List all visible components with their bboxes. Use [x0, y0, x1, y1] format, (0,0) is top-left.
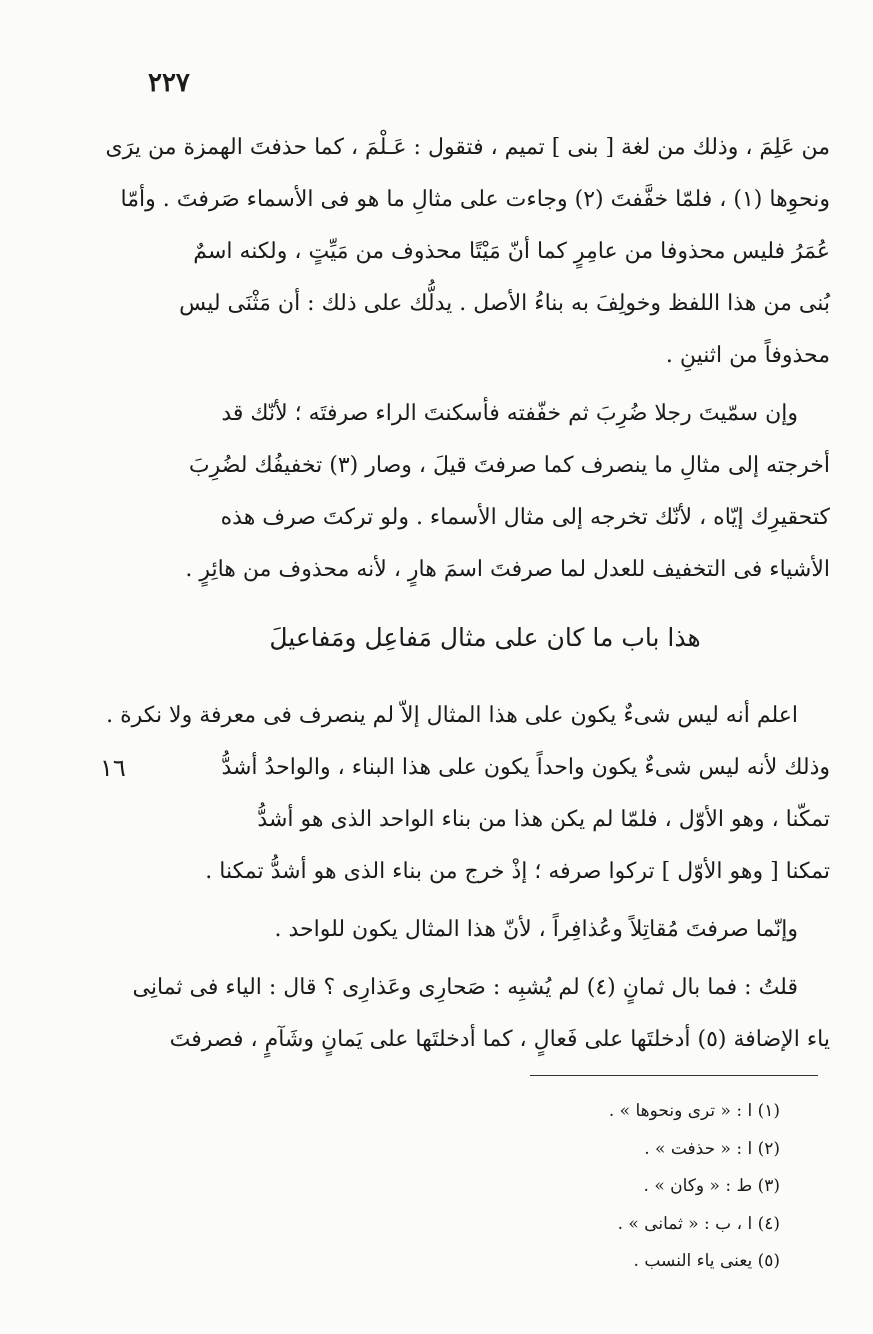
- footnotes: [470, 1093, 780, 1281]
- text-line: قلتُ : فما بال ثمانٍ (٤) لم يُشبِه : صَحارِى وعَذارِى ؟ قال : الياء فى ثمانِى: [132, 975, 798, 1000]
- footnote-divider: [530, 1075, 818, 1076]
- footnote: (٣) ط : « وكان » .: [643, 1176, 780, 1196]
- footnote: (٥) يعنى ياء النسب .: [633, 1251, 780, 1271]
- text-line: ياء الإضافة (٥) أدخلتَها على فَعالٍ ، كما أدخلتَها على يَمانٍ وشَآمٍ ، فصرفتَ: [169, 1027, 830, 1052]
- text-line: وذلك لأنه ليس شىءٌ يكون واحداً يكون على هذا البناء ، والواحدُ أشدُّ: [221, 755, 830, 780]
- text-line: كتحقيرِك إيّاه ، لأنّك تخرجه إلى مثال الأسماء . ولو تركتَ صرف هذه: [220, 505, 830, 530]
- text-line: من عَلِمَ ، وذلك من لغة [ بنى ] تميم ، فتقول : عَـلْمَ ، كما حذفتَ الهمزة من يرَى: [105, 135, 830, 160]
- footnote: (٤) ا ، ب : « ثمانى » .: [617, 1213, 780, 1234]
- paragraph-4: [140, 904, 830, 956]
- text-line: ونحوِها (١) ، فلمّا خفَّفتَ (٢) وجاءت على مثالِ ما هو فى الأسماء صَرفتَ . وأمّا: [120, 187, 830, 212]
- text-line: تمكنا [ وهو الأوّل ] تركوا صرفه ؛ إذْ خرج من بناء الذى هو أشدُّ تمكنا .: [205, 859, 830, 884]
- text-line: تمكّنا ، وهو الأوّل ، فلمّا لم يكن هذا من بناء الواحد الذى هو أشدُّ: [257, 807, 830, 832]
- section-heading: هذا باب ما كان على مثال مَفاعِل ومَفاعيلَ: [269, 623, 701, 652]
- text-line: محذوفاً من اثنينِ .: [665, 343, 830, 368]
- text-line: الأشياء فى التخفيف للعدل لما صرفتَ اسمَ هارٍ ، لأنه محذوف من هائِرٍ .: [185, 557, 830, 582]
- paragraph-2: [140, 388, 830, 596]
- text-line: أخرجته إلى مثالِ ما ينصرف كما صرفتَ قيلَ ، وصار (٣) تخفيفُك لضُرِبَ: [188, 453, 830, 478]
- text-line: وإنّما صرفتَ مُقاتِلاً وعُذافِراً ، لأنّ هذا المثال يكون للواحد .: [274, 917, 798, 942]
- footnote: (١) ا : « ترى ونحوها » .: [608, 1101, 780, 1121]
- paragraph-1: [105, 122, 830, 382]
- text-line: بُنى من هذا اللفظ وخولِفَ به بناءُ الأصل . يدلُّك على ذلك : أن مَثْنَى ليس: [179, 291, 830, 316]
- text-line: اعلم أنه ليس شىءٌ يكون على هذا المثال إلاّ لم ينصرف فى معرفة ولا نكرة .: [106, 703, 798, 728]
- paragraph-5: [132, 962, 830, 1066]
- text-line: وإن سمّيتَ رجلا ضُرِبَ ثم خفّفته فأسكنتَ الراء صرفتَه ؛ لأنّك قد: [221, 401, 798, 426]
- footnote: (٢) ا : « حذفت » .: [644, 1138, 780, 1159]
- margin-line-number: ١٦: [100, 754, 126, 782]
- page-number: ٢٢٧: [148, 68, 190, 98]
- text-line: عُمَرُ فليس محذوفا من عامِرٍ كما أنّ مَيْتًا محذوف من مَيِّتٍ ، ولكنه اسمٌ: [193, 239, 830, 264]
